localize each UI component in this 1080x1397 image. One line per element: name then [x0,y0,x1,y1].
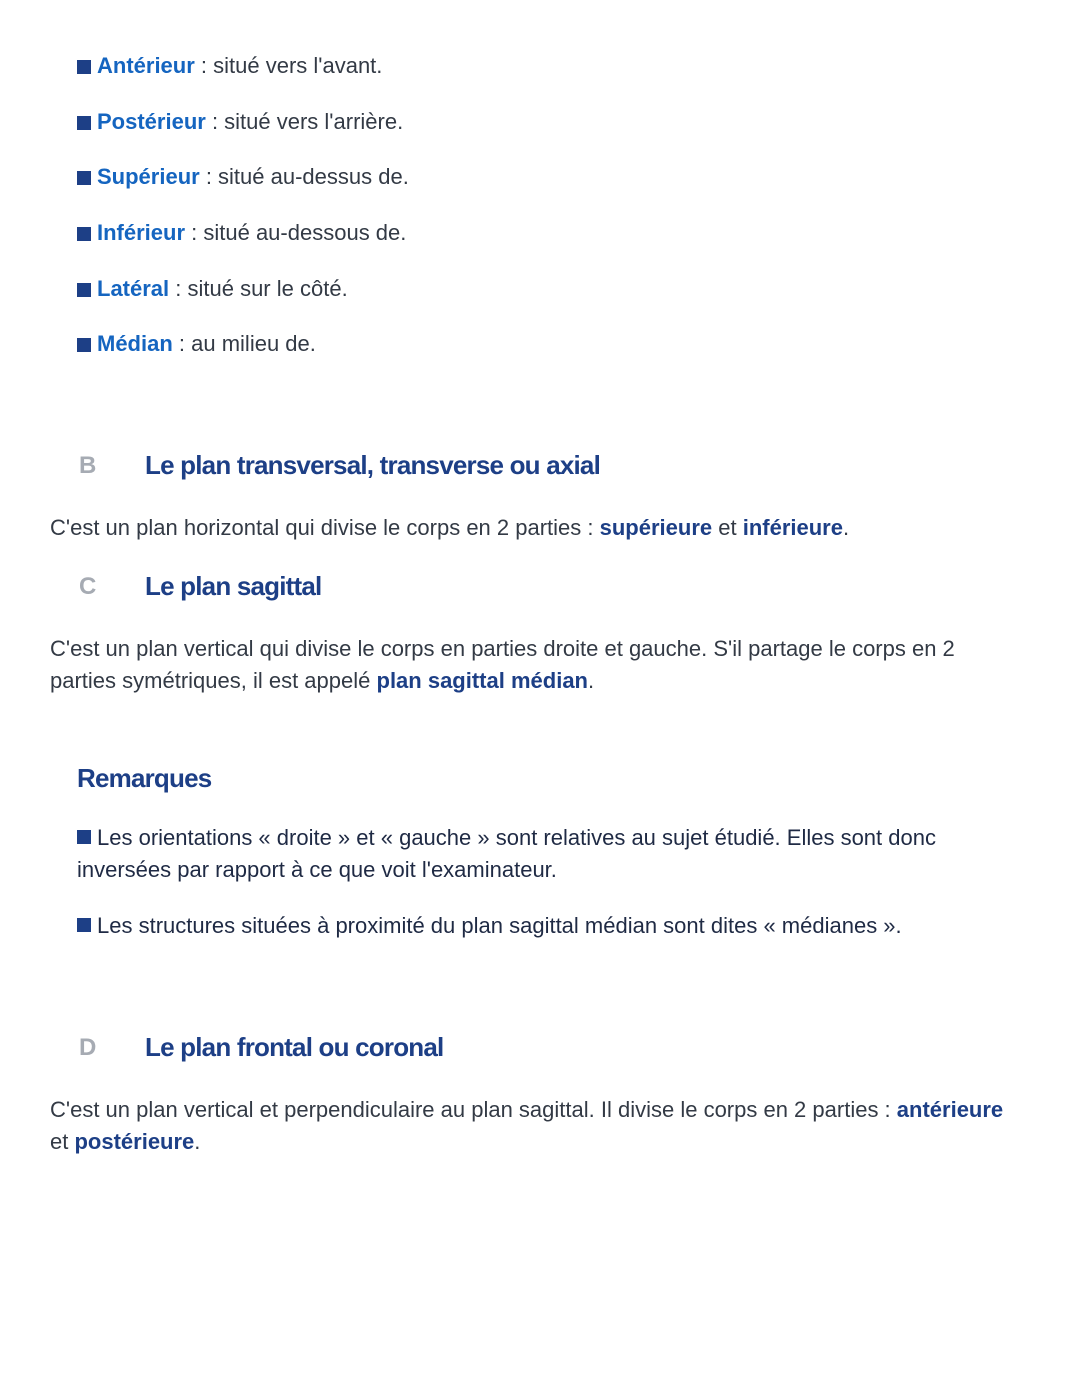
section-title: Le plan frontal ou coronal [145,1032,444,1062]
list-item [77,50,409,106]
section-letter: D [79,1033,97,1061]
text-run: . [842,515,850,540]
square-bullet-icon [77,227,91,241]
term-definition: : situé vers l'arrière. [205,108,404,134]
square-bullet-icon [77,116,91,130]
list-item [77,161,409,217]
bold-term: antérieure [896,1097,1004,1122]
section-c-paragraph [50,633,1010,697]
square-bullet-icon [77,60,91,74]
remark-item [77,910,1007,942]
list-item [77,328,409,384]
list-item [77,273,409,329]
term-label: Antérieur [97,53,195,78]
list-item [77,217,409,273]
remarks-title: Remarques [77,763,212,793]
remark-text: Les orientations « droite » et « gauche » sont relatives au sujet étudié. Elles sont donc inversées par rapport à ce que voit l'examinateur. [77,825,936,882]
square-bullet-icon [77,283,91,297]
section-c-heading [79,571,321,602]
remark-item [77,822,1007,886]
text-run: C'est un plan vertical et perpendiculaire au plan sagittal. Il divise le corps en 2 parties : [50,1097,897,1122]
text-run: . [194,1129,201,1154]
term-label: Inférieur [97,220,186,246]
section-d-paragraph [50,1094,1010,1158]
term-label: Latéral [97,275,170,301]
term-label: Supérieur [97,164,200,190]
section-d-heading [79,1032,443,1063]
term-label: Médian [97,331,173,357]
term-definition: : situé sur le côté. [169,275,348,301]
term-label: Postérieur [97,108,206,134]
term-definition: : situé au-dessous de. [185,220,407,246]
term-definition: : au milieu de. [172,331,316,357]
orientation-term-list [77,50,409,384]
section-b-paragraph [50,512,1010,544]
bold-term: plan sagittal médian [376,668,588,693]
term-definition: : situé vers l'avant. [194,53,383,78]
bold-term: inférieure [742,515,843,540]
text-run: C'est un plan vertical qui divise le corps en parties droite et gauche. S'il partage le corps en 2 parties symétriques, il est appelé [50,636,955,693]
square-bullet-icon [77,918,91,932]
text-run: C'est un plan horizontal qui divise le corps en 2 parties : [50,515,600,540]
section-b-heading [79,450,600,481]
bold-term: supérieure [599,515,713,540]
section-title: Le plan transversal, transverse ou axial [145,450,601,480]
section-letter: B [79,451,97,479]
text-run: . [588,668,595,693]
bold-term: postérieure [74,1129,195,1154]
term-definition: : situé au-dessus de. [199,164,409,190]
remark-text: Les structures situées à proximité du plan sagittal médian sont dites « médianes ». [97,913,902,938]
square-bullet-icon [77,830,91,844]
section-title: Le plan sagittal [145,571,322,601]
text-run: et [50,1129,75,1154]
square-bullet-icon [77,171,91,185]
square-bullet-icon [77,338,91,352]
section-letter: C [79,572,97,600]
list-item [77,106,409,162]
text-run: et [712,515,743,540]
